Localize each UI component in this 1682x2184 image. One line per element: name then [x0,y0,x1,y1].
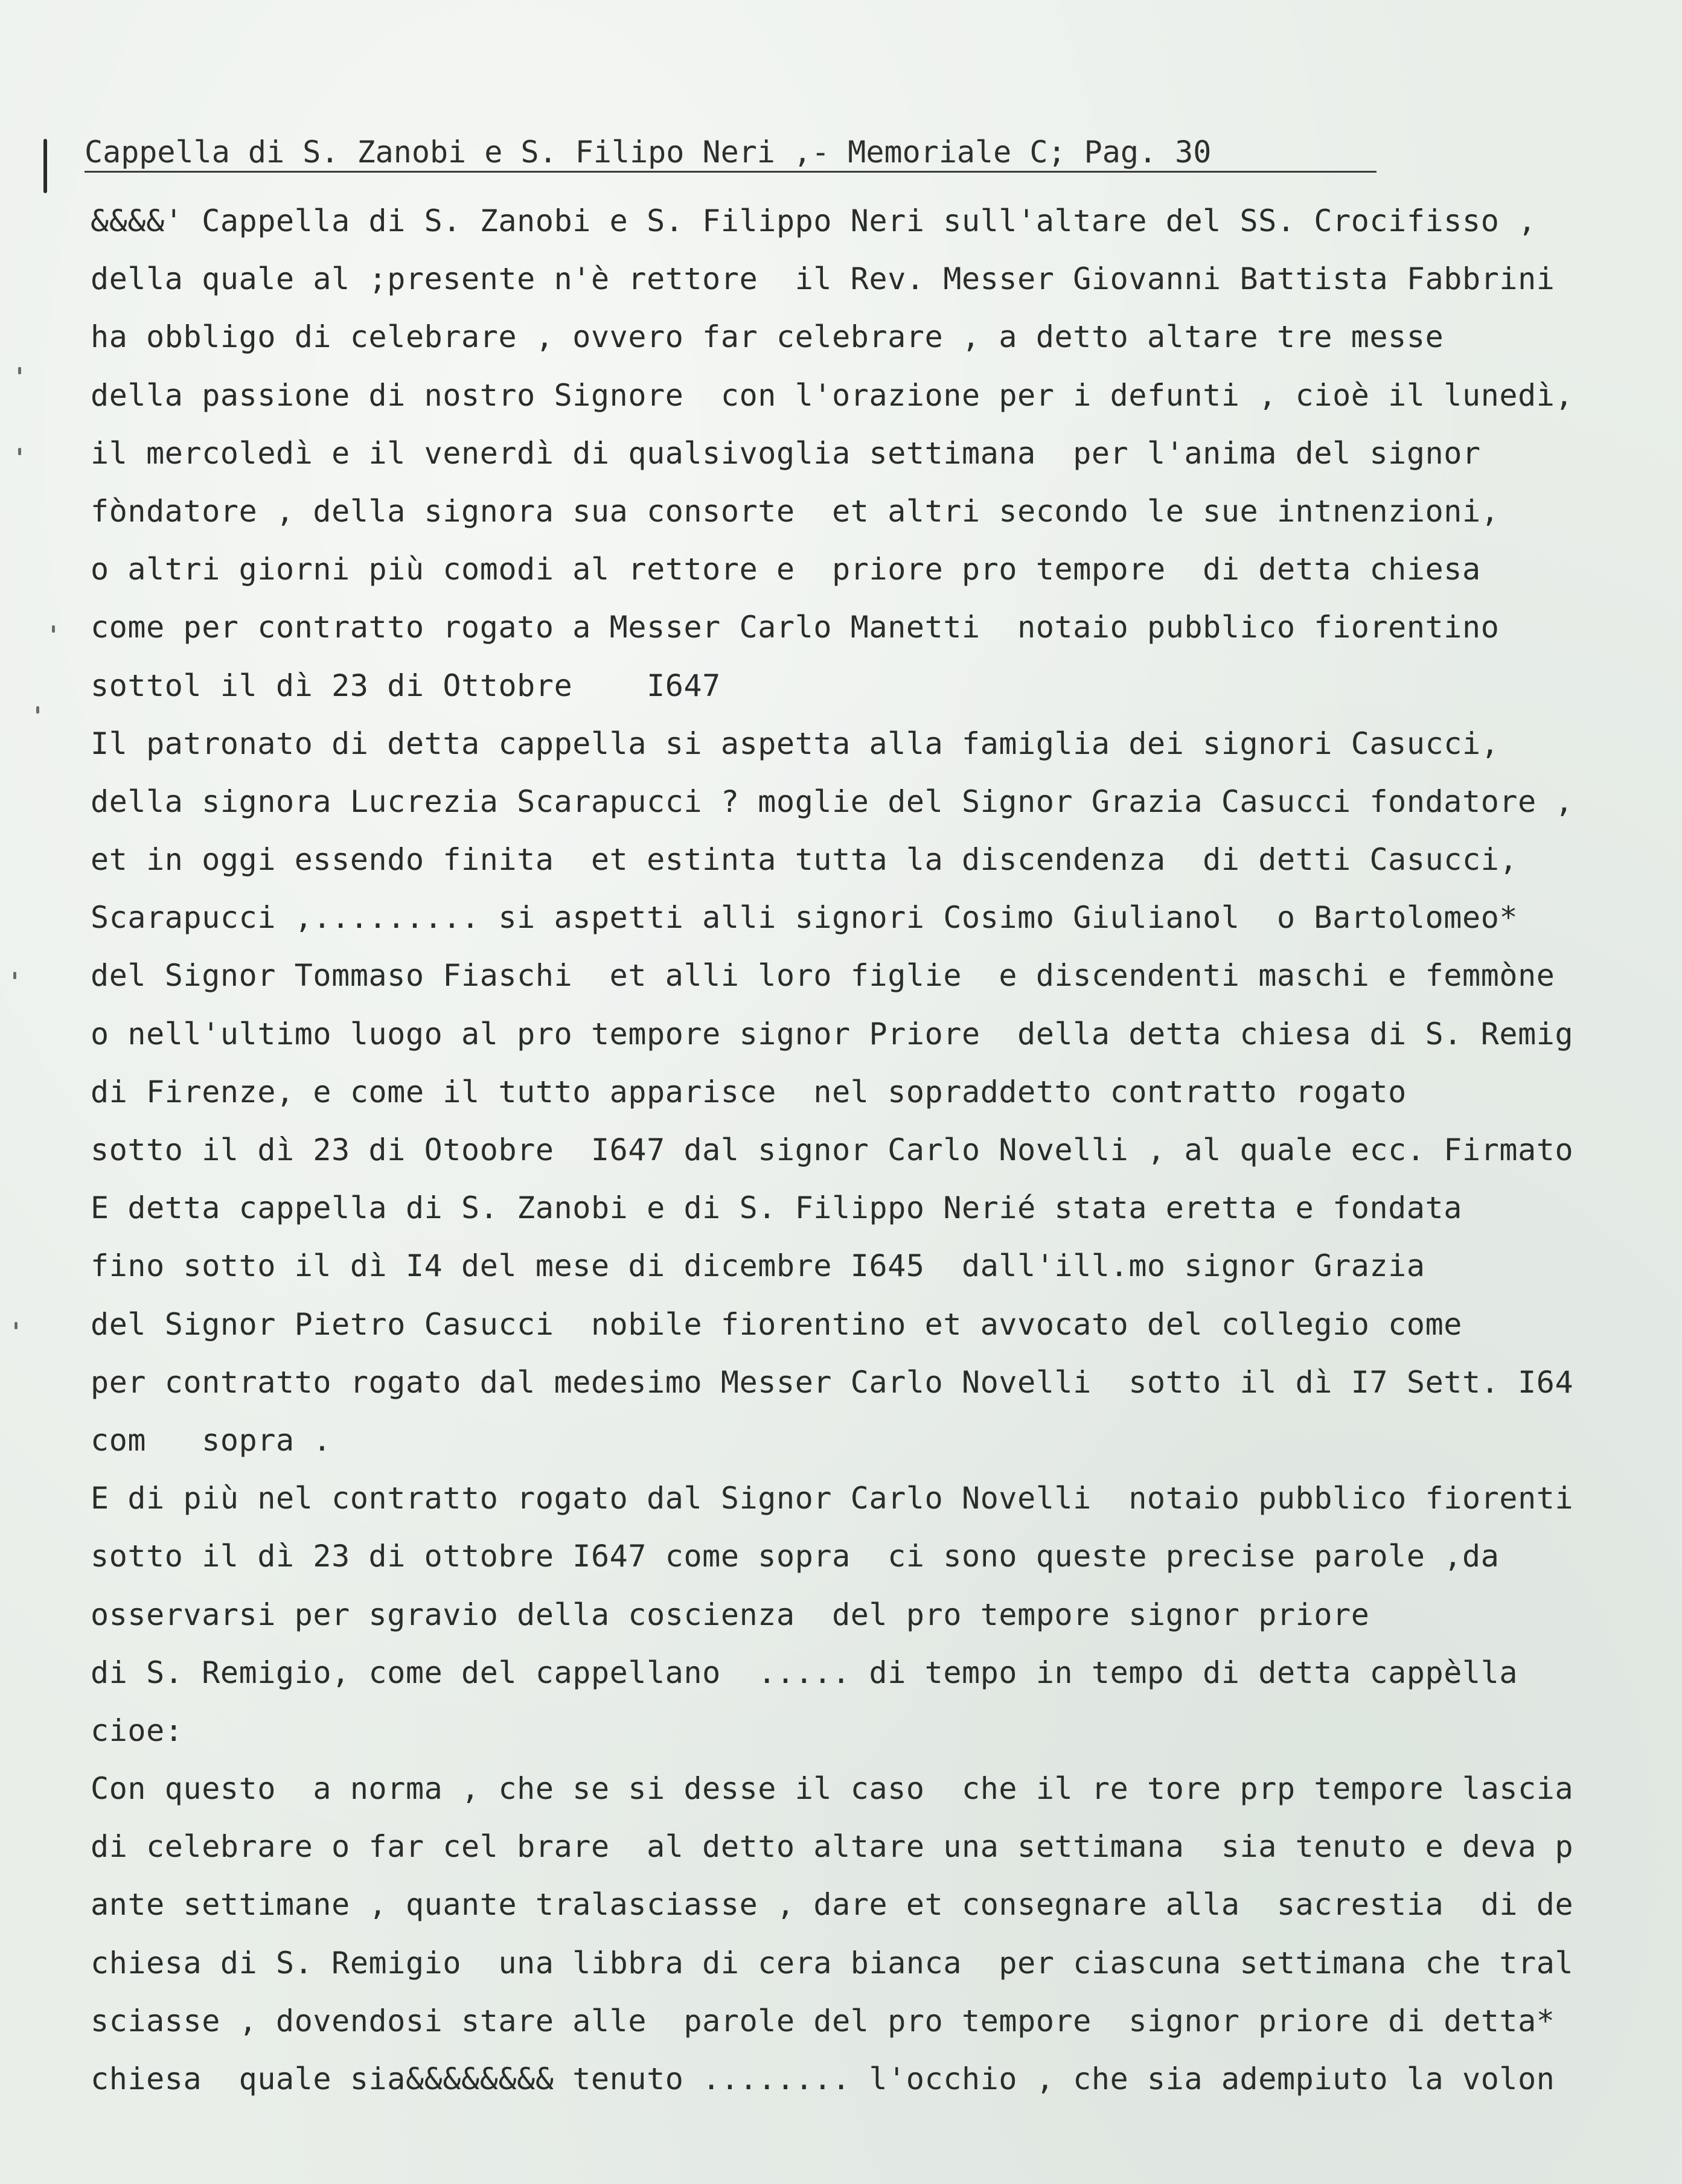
text-line: della signora Lucrezia Scarapucci ? moglie del Signor Grazia Casucci fondatore , [91,784,1574,819]
margin-tick [13,972,16,979]
margin-tick [18,367,21,374]
text-line: come per contratto rogato a Messer Carlo Manetti notaio pubblico fiorentino [91,610,1500,645]
text-line: E detta cappella di S. Zanobi e di S. Filippo Nerié stata eretta e fondata [91,1190,1462,1226]
text-line: sottol il dì 23 di Ottobre I647 [91,668,721,703]
text-line: del Signor Tommaso Fiaschi et alli loro figlie e discendenti maschi e femmòne [91,958,1555,994]
text-line: com sopra . [91,1422,332,1458]
text-line: Scarapucci ,......... si aspetti alli signori Cosimo Giulianol o Bartolomeo* [91,900,1518,936]
margin-tick [52,625,55,633]
text-line: o nell'ultimo luogo al pro tempore signor Priore della detta chiesa di S. Remig [91,1016,1574,1052]
margin-tick [36,706,39,714]
text-line: sciasse , dovendosi stare alle parole del pro tempore signor priore di detta* [91,2003,1555,2039]
text-line: di S. Remigio, come del cappellano ..... di tempo in tempo di detta cappèlla [91,1655,1518,1690]
text-line: E di più nel contratto rogato dal Signor Carlo Novelli notaio pubblico fiorenti [91,1481,1574,1516]
text-line: Il patronato di detta cappella si aspetta alla famiglia dei signori Casucci, [91,726,1500,761]
text-line: chiesa quale sia&&&&&&&& tenuto ........ l'occhio , che sia adempiuto la volon [91,2061,1555,2096]
margin-tick [14,1322,18,1329]
text-line: della passione di nostro Signore con l'orazione per i defunti , cioè il lunedì, [91,377,1574,413]
text-line: cioe: [91,1713,184,1748]
page-header: Cappella di S. Zanobi e S. Filipo Neri ,- Memoriale C; Pag. 30 [85,135,1212,170]
text-line: o altri giorni più comodi al rettore e priore pro tempore di detta chiesa [91,552,1481,587]
text-line: Con questo a norma , che se si desse il caso che il re tore prp tempore lascia [91,1771,1574,1807]
text-line: sotto il dì 23 di Otoobre I647 dal signor Carlo Novelli , al quale ecc. Firmato [91,1132,1574,1167]
text-line: ha obbligo di celebrare , ovvero far celebrare , a detto altare tre messe [91,319,1444,355]
margin-pen-mark [43,139,47,193]
text-line: di celebrare o far cel brare al detto altare una settimana sia tenuto e deva p [91,1829,1574,1865]
text-line: chiesa di S. Remigio una libbra di cera bianca per ciascuna settimana che tral [91,1945,1574,1981]
text-line: osservarsi per sgravio della coscienza del pro tempore signor priore [91,1597,1370,1632]
bleed-through-shadow [628,0,1171,91]
text-line: fòndatore , della signora sua consorte et altri secondo le sue intnenzioni, [91,493,1500,529]
text-line: del Signor Pietro Casucci nobile fiorentino et avvocato del collegio come [91,1306,1462,1342]
text-line: fino sotto il dì I4 del mese di dicembre I645 dall'ill.mo signor Grazia [91,1248,1425,1284]
text-line: di Firenze, e come il tutto apparisce nel sopraddetto contratto rogato [91,1074,1407,1110]
text-line: ante settimane , quante tralasciasse , dare et consegnare alla sacrestia di de [91,1887,1574,1923]
text-line: et in oggi essendo finita et estinta tutta la discendenza di detti Casucci, [91,842,1518,878]
margin-tick [18,448,21,455]
text-line: il mercoledì e il venerdì di qualsivoglia settimana per l'anima del signor [91,435,1481,471]
text-line: &&&&' Cappella di S. Zanobi e S. Filippo Neri sull'altare del SS. Crocifisso , [91,203,1537,238]
text-line: della quale al ;presente n'è rettore il Rev. Messer Giovanni Battista Fabbrini [91,261,1555,297]
typed-body [91,192,1672,2108]
text-line: per contratto rogato dal medesimo Messer Carlo Novelli sotto il dì I7 Sett. I64 [91,1364,1574,1400]
text-line: sotto il dì 23 di ottobre I647 come sopra ci sono queste precise parole ,da [91,1539,1500,1574]
header-underline [85,171,1377,173]
